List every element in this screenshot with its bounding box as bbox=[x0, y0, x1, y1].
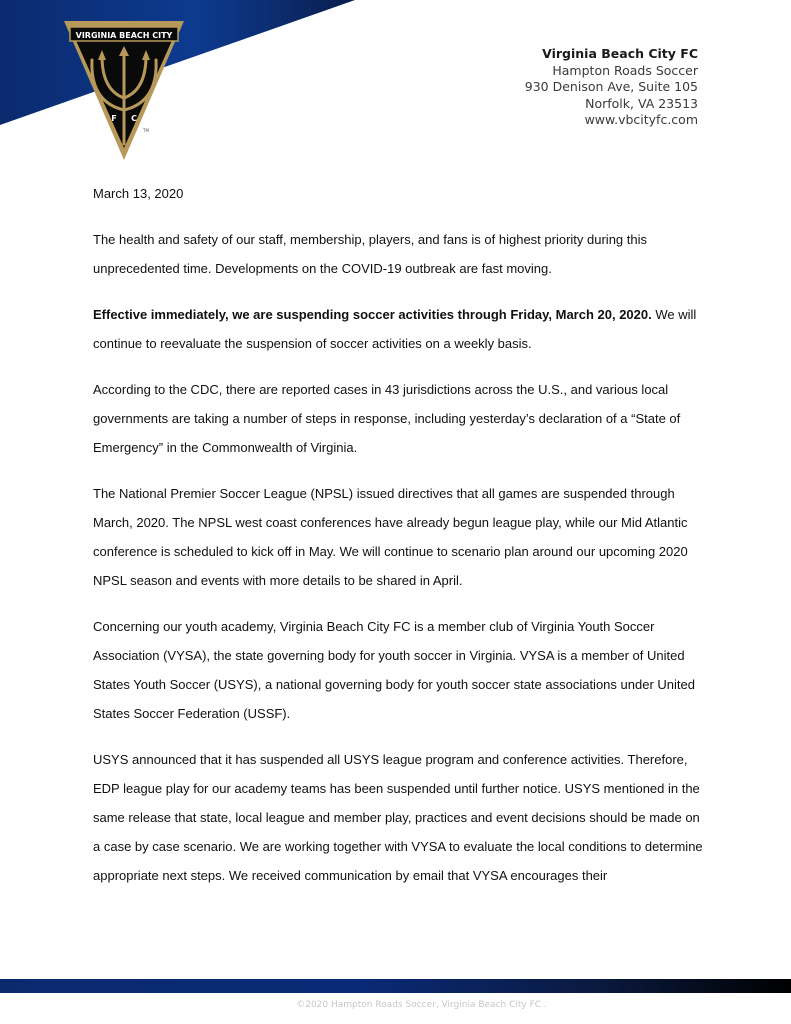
paragraph-safety: The health and safety of our staff, membership, players, and fans is of highest priority during this unprecedented time. Developments on the COVID-19 outbreak are fast moving. bbox=[93, 232, 647, 276]
paragraph-usys: USYS announced that it has suspended all USYS league program and conference activities. Therefore, EDP league play for our academy teams has been suspended until further notice. USYS mentioned in the same release that state, local league and member play, practices and event decisions should be made on a case by case scenario. We are working together with VYSA to evaluate the local conditions to determine appropriate next steps. We received communication by email that VYSA encourages their bbox=[93, 752, 703, 883]
footer-copyright: ©2020 Hampton Roads Soccer, Virginia Beach City FC . bbox=[296, 1000, 547, 1010]
crest-badge-text: VIRGINIA BEACH CITY bbox=[75, 31, 173, 40]
letterhead-address-block bbox=[525, 46, 698, 129]
letterhead-website: www.vbcityfc.com bbox=[584, 112, 698, 127]
suspension-announcement: Effective immediately, we are suspending soccer activities through Friday, March 20, 2020. bbox=[93, 307, 652, 322]
letter-body bbox=[93, 179, 705, 907]
club-crest-logo bbox=[62, 18, 186, 162]
paragraph-youth-academy: Concerning our youth academy, Virginia Beach City FC is a member club of Virginia Youth Soccer Association (VYSA), the state governing body for youth soccer in Virginia. VYSA is a member of United States Youth Soccer (USYS), a national governing body for youth soccer state associations under United States Soccer Federation (USSF). bbox=[93, 619, 695, 721]
paragraph-cdc: According to the CDC, there are reported cases in 43 jurisdictions across the U.S., and various local governments are taking a number of steps in response, including yesterday’s declaration of a “State of Emergency” in the Commonwealth of Virginia. bbox=[93, 382, 681, 455]
letterhead-line-2: 930 Denison Ave, Suite 105 bbox=[524, 79, 698, 94]
letterhead-line-1: Hampton Roads Soccer bbox=[552, 62, 698, 78]
letter-date: March 13, 2020 bbox=[93, 186, 184, 201]
crest-letter-f: F bbox=[111, 114, 117, 123]
suspension-followup: We will continue to reevaluate the suspension of soccer activities on a weekly basis. bbox=[93, 307, 697, 351]
crest-letter-c: C bbox=[131, 114, 137, 123]
letterhead-line-3: Norfolk, VA 23513 bbox=[585, 95, 698, 111]
letterhead-org-name: Virginia Beach City FC bbox=[542, 46, 698, 61]
footer-color-bar bbox=[0, 979, 791, 993]
paragraph-npsl: The National Premier Soccer League (NPSL) issued directives that all games are suspended through March, 2020. The NPSL west coast conferences have already begun league play, while our Mid Atlantic conference is scheduled to kick off in May. We will continue to scenario plan around our upcoming 2020 NPSL season and events with more details to be shared in April. bbox=[93, 486, 688, 588]
paragraph-suspension bbox=[93, 300, 705, 358]
trademark-mark: TM bbox=[143, 128, 149, 133]
